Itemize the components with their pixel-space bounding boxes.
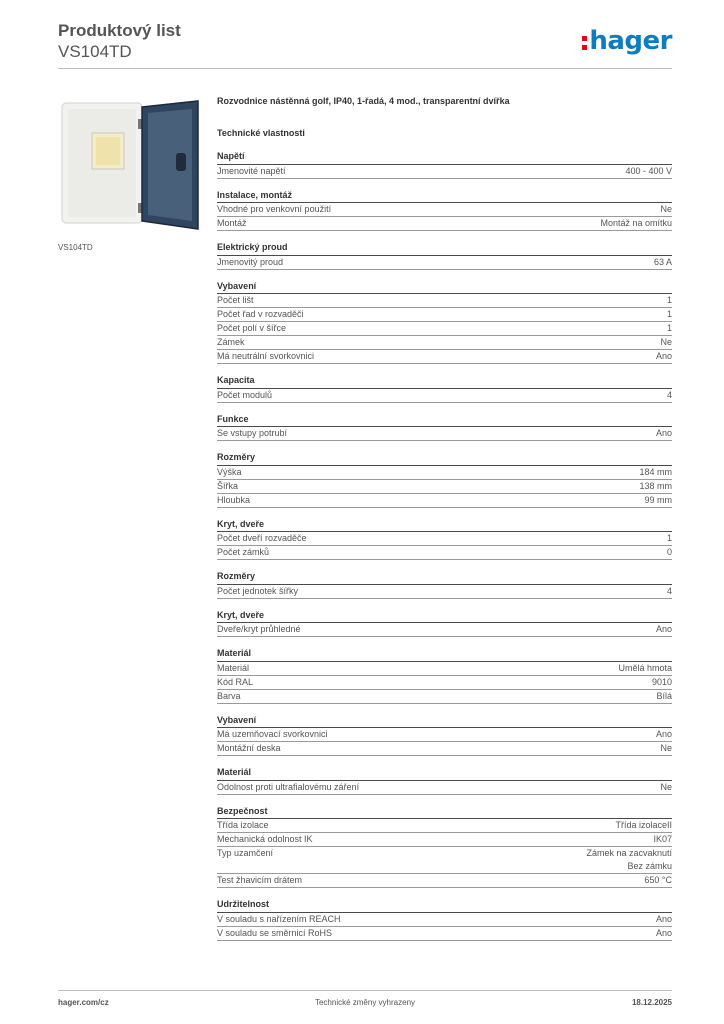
spec-row xyxy=(217,819,672,833)
spec-row xyxy=(217,336,672,350)
spec-label: Jmenovité napětí xyxy=(217,165,286,176)
spec-section xyxy=(217,280,672,365)
footer-date: 18.12.2025 xyxy=(631,998,672,1007)
spec-label: Jmenovitý proud xyxy=(217,256,284,267)
spec-value: Montáž na omítku xyxy=(600,218,672,228)
hager-logo xyxy=(582,26,672,56)
spec-value: Ne xyxy=(660,743,672,753)
spec-row xyxy=(217,742,672,756)
spec-row xyxy=(217,427,672,441)
distribution-board-picture xyxy=(58,93,202,237)
spec-label: Počet zámků xyxy=(217,547,270,557)
spec-value: IK07 xyxy=(653,834,672,844)
spec-row xyxy=(217,480,672,494)
section-title: Bezpečnost xyxy=(217,805,672,820)
spec-row xyxy=(217,294,672,308)
spec-row xyxy=(217,874,672,888)
spec-row xyxy=(217,389,672,403)
spec-row xyxy=(217,781,672,795)
spec-label: Má neutrální svorkovnici xyxy=(217,351,315,361)
spec-label: V souladu s nařízením REACH xyxy=(217,913,341,924)
spec-label: Počet lišt xyxy=(217,295,254,305)
spec-row xyxy=(217,833,672,847)
section-title: Elektrický proud xyxy=(217,241,672,256)
footer-divider xyxy=(58,990,672,991)
spec-section xyxy=(217,647,672,704)
spec-value: Bílá xyxy=(656,690,672,701)
spec-label: Hloubka xyxy=(217,494,251,505)
spec-section xyxy=(217,766,672,795)
spec-value: Zámek na zacvaknutí Bez zámku xyxy=(586,848,672,871)
section-title: Vybavení xyxy=(217,280,672,295)
spec-value: 138 mm xyxy=(639,480,672,491)
spec-value: 650 °C xyxy=(644,875,672,885)
spec-value: 9010 xyxy=(651,676,672,687)
spec-section xyxy=(217,714,672,757)
section-title: Materiál xyxy=(217,766,672,781)
spec-label: Barva xyxy=(217,690,241,701)
spec-value: Ano xyxy=(655,428,672,438)
spec-row xyxy=(217,927,672,941)
section-title: Rozměry xyxy=(217,451,672,466)
section-title: Funkce xyxy=(217,413,672,428)
spec-row xyxy=(217,203,672,217)
spec-row xyxy=(217,847,672,874)
spec-value: Ano xyxy=(655,913,672,924)
spec-row xyxy=(217,662,672,676)
section-title: Kryt, dveře xyxy=(217,518,672,533)
section-title: Vybavení xyxy=(217,714,672,729)
spec-value: 4 xyxy=(666,389,672,400)
spec-section xyxy=(217,518,672,561)
spec-sections xyxy=(217,150,672,941)
spec-section xyxy=(217,805,672,889)
header-divider xyxy=(58,68,672,69)
spec-section xyxy=(217,898,672,941)
spec-value: 1 xyxy=(666,323,672,333)
logo-dots-icon xyxy=(582,36,587,50)
spec-value: 1 xyxy=(666,309,672,319)
spec-row xyxy=(217,165,672,179)
spec-row xyxy=(217,322,672,336)
spec-label: Kód RAL xyxy=(217,676,254,687)
spec-label: Má uzemňovací svorkovnici xyxy=(217,729,328,739)
spec-value: Ano xyxy=(655,927,672,938)
spec-label: Test žhavicím drátem xyxy=(217,875,303,885)
footer-note: Technické změny vyhrazeny xyxy=(314,998,416,1007)
spec-value: 0 xyxy=(666,547,672,557)
spec-label: V souladu se směrnicí RoHS xyxy=(217,927,333,938)
spec-label: Počet jednotek šířky xyxy=(217,585,299,596)
document-header xyxy=(58,20,181,62)
spec-row xyxy=(217,308,672,322)
spec-row xyxy=(217,623,672,637)
spec-value: 1 xyxy=(666,533,672,543)
spec-label: Montážní deska xyxy=(217,743,281,753)
footer-website: hager.com/cz xyxy=(58,998,109,1007)
spec-row xyxy=(217,466,672,480)
spec-section xyxy=(217,241,672,270)
spec-section xyxy=(217,374,672,403)
spec-value: 400 - 400 V xyxy=(625,165,672,176)
spec-value: Ne xyxy=(660,204,672,214)
spec-section xyxy=(217,609,672,638)
product-description: Rozvodnice nástěnná golf, IP40, 1-řadá, 4 mod., transparentní dvířka xyxy=(217,96,510,106)
spec-value: 1 xyxy=(666,295,672,305)
section-title: Udržitelnost xyxy=(217,898,672,913)
spec-label: Šířka xyxy=(217,480,239,491)
spec-section xyxy=(217,150,672,179)
section-title: Kapacita xyxy=(217,374,672,389)
spec-label: Počet dveří rozvaděče xyxy=(217,533,307,543)
spec-label: Zámek xyxy=(217,337,245,347)
spec-label: Počet polí v šířce xyxy=(217,323,287,333)
technical-properties-heading: Technické vlastnosti xyxy=(217,128,305,138)
spec-value: Ano xyxy=(655,729,672,739)
spec-value: Ne xyxy=(660,781,672,792)
spec-section xyxy=(217,570,672,599)
spec-value: 99 mm xyxy=(644,494,672,505)
spec-row xyxy=(217,217,672,231)
section-title: Napětí xyxy=(217,150,672,165)
spec-value: Ano xyxy=(655,624,672,634)
spec-row xyxy=(217,676,672,690)
spec-label: Počet řad v rozvaděči xyxy=(217,309,304,319)
logo-text: hager xyxy=(589,26,672,56)
section-title: Kryt, dveře xyxy=(217,609,672,624)
spec-label: Mechanická odolnost IK xyxy=(217,834,313,844)
technical-specifications xyxy=(217,96,672,941)
spec-row xyxy=(217,256,672,270)
spec-label: Počet modulů xyxy=(217,389,273,400)
spec-value: 63 A xyxy=(653,256,672,267)
spec-row xyxy=(217,728,672,742)
product-code: VS104TD xyxy=(58,42,132,61)
spec-label: Odolnost proti ultrafialovému záření xyxy=(217,781,360,792)
section-title: Materiál xyxy=(217,647,672,662)
spec-label: Se vstupy potrubí xyxy=(217,428,288,438)
spec-value: Ano xyxy=(655,351,672,361)
spec-label: Vhodné pro venkovní použití xyxy=(217,204,332,214)
spec-section xyxy=(217,189,672,232)
spec-value: Ne xyxy=(660,337,672,347)
section-title: Instalace, montáž xyxy=(217,189,672,204)
spec-label: Třída izolace xyxy=(217,820,269,830)
spec-label: Výška xyxy=(217,466,242,477)
document-title: Produktový list xyxy=(58,21,181,40)
product-image xyxy=(58,93,202,237)
spec-label: Montáž xyxy=(217,218,247,228)
spec-row xyxy=(217,690,672,704)
spec-row xyxy=(217,585,672,599)
spec-label: Typ uzamčení xyxy=(217,848,274,858)
spec-row xyxy=(217,494,672,508)
spec-row xyxy=(217,546,672,560)
image-caption: VS104TD xyxy=(58,243,93,252)
spec-value: Umělá hmota xyxy=(618,662,672,673)
spec-section xyxy=(217,413,672,442)
spec-section xyxy=(217,451,672,508)
spec-value: Třída izolaceII xyxy=(615,820,672,830)
spec-value: 4 xyxy=(666,585,672,596)
spec-row xyxy=(217,532,672,546)
spec-row xyxy=(217,913,672,927)
spec-value: 184 mm xyxy=(639,466,672,477)
spec-label: Dveře/kryt průhledné xyxy=(217,624,301,634)
spec-row xyxy=(217,350,672,364)
spec-label: Materiál xyxy=(217,662,250,673)
section-title: Rozměry xyxy=(217,570,672,585)
